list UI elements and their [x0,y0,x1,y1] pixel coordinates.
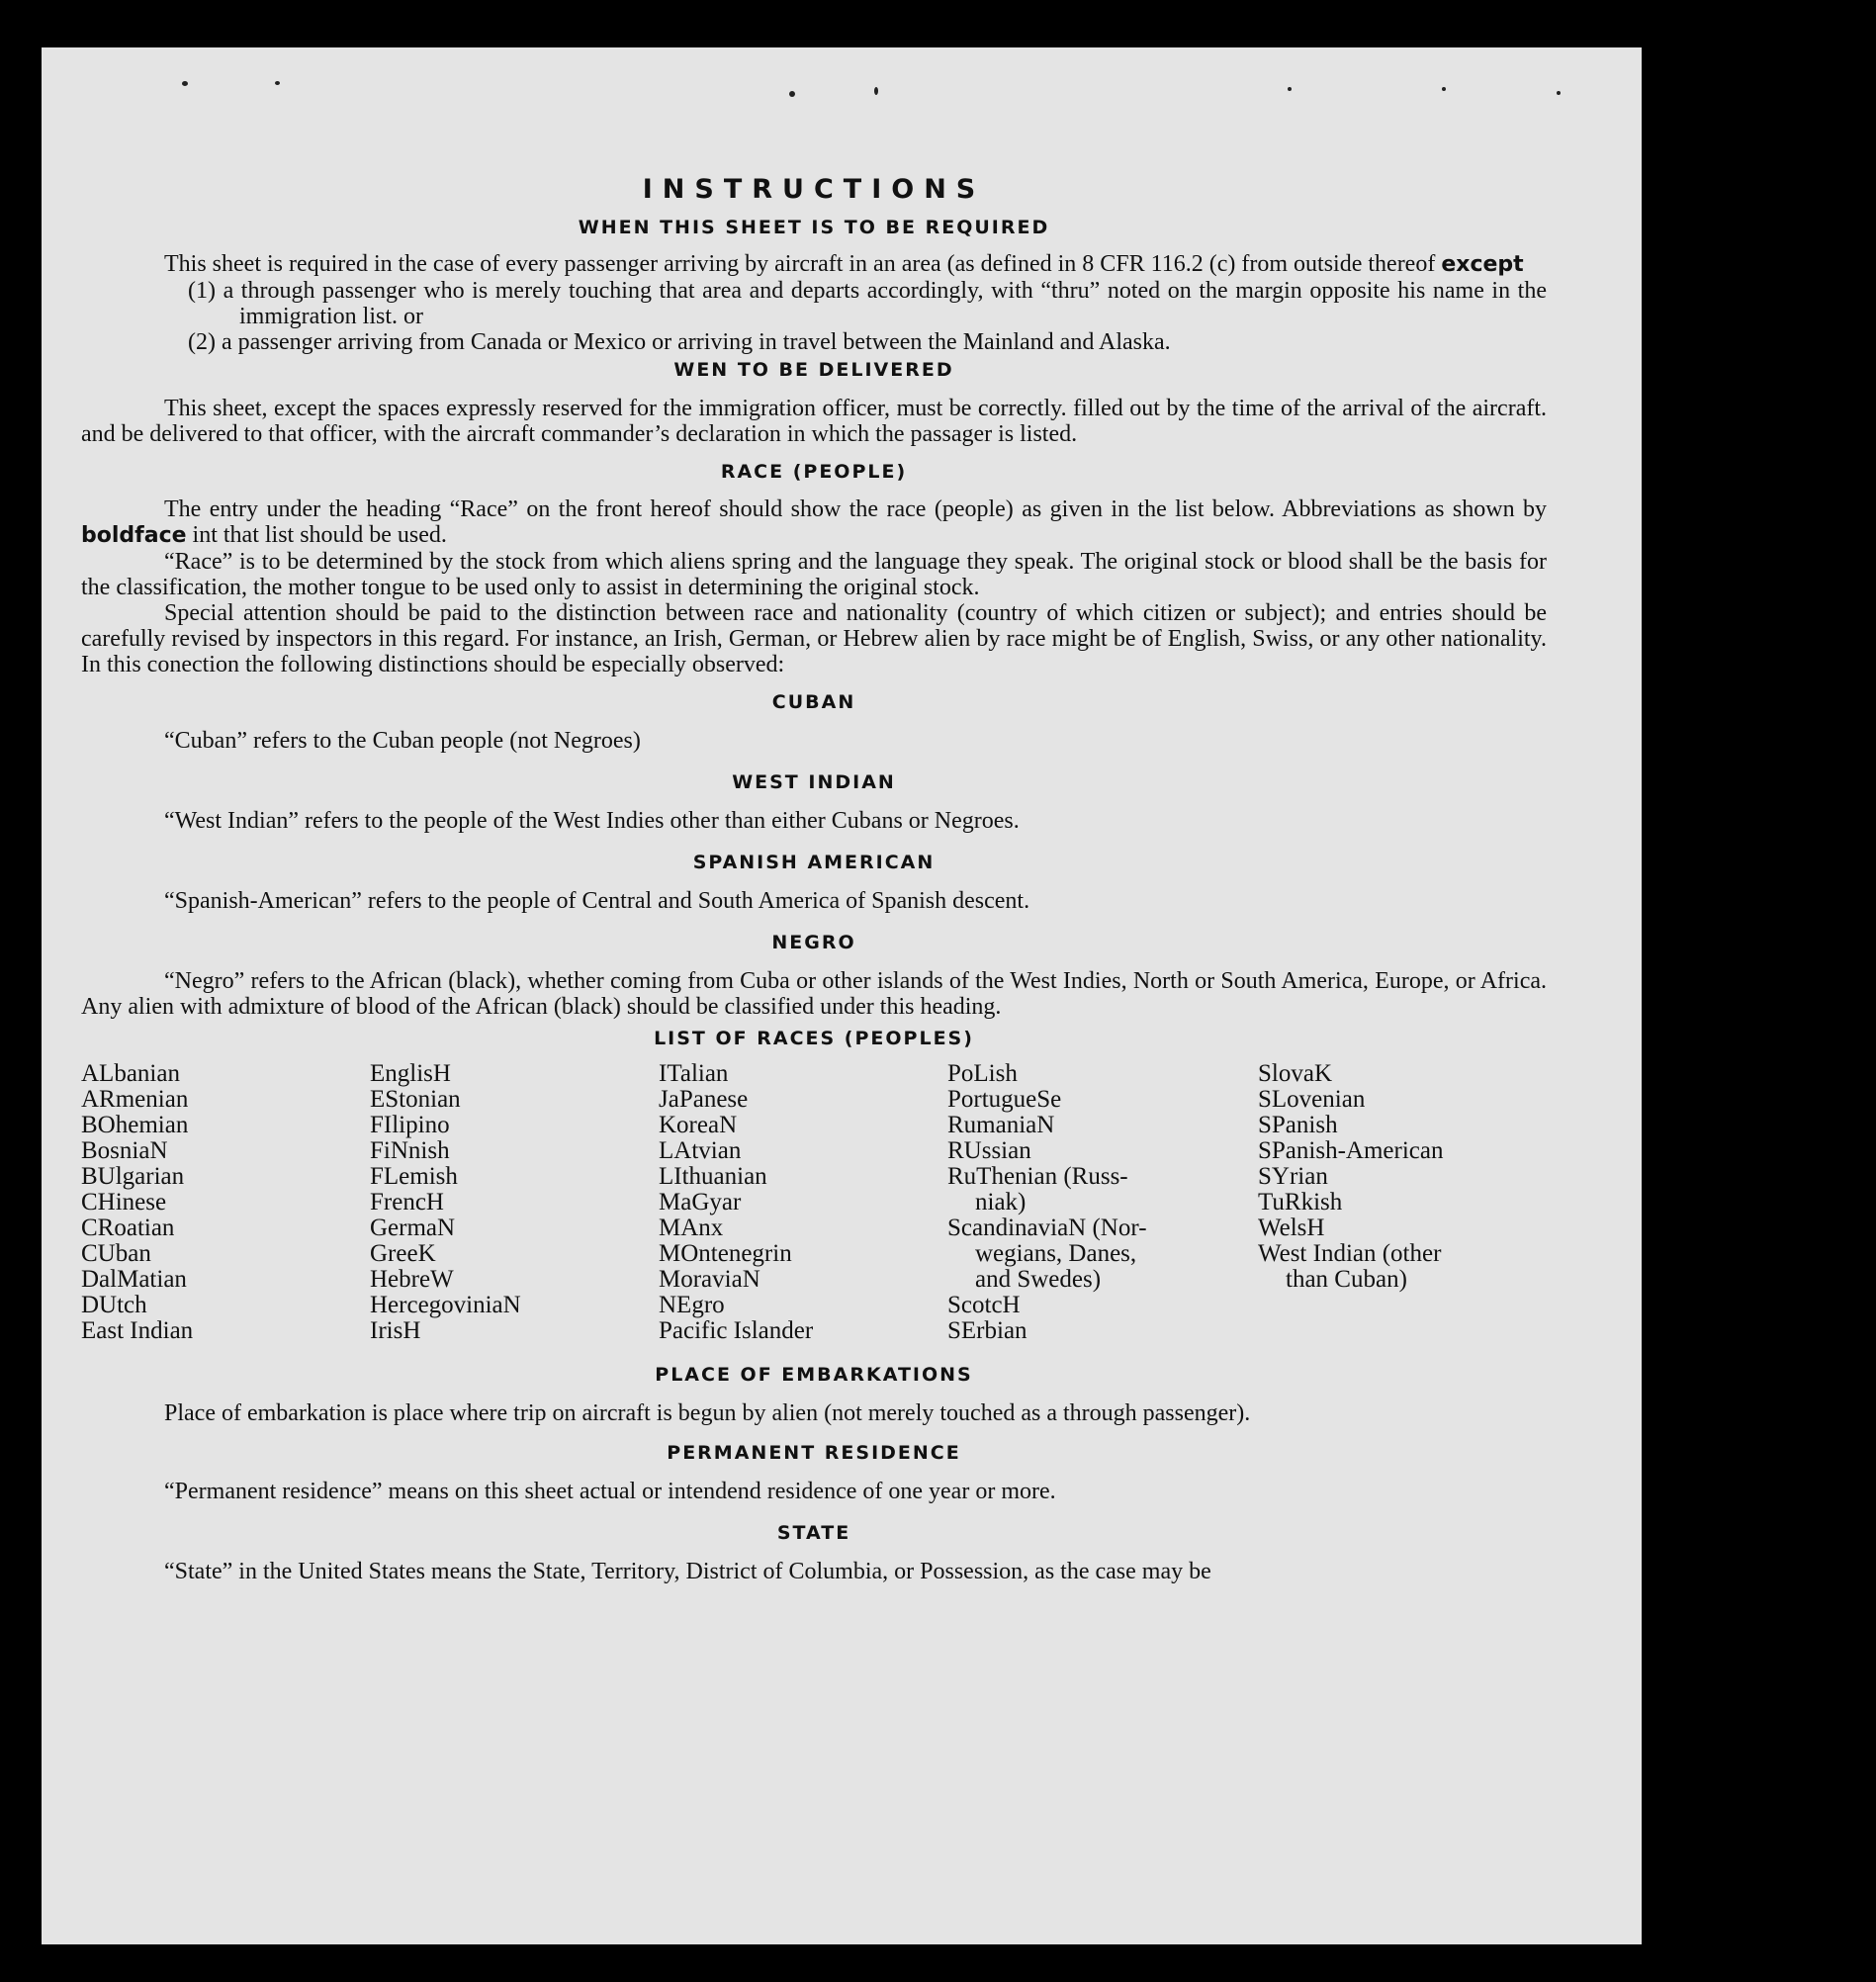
west-indian-paragraph: “West Indian” refers to the people of the West Indies other than either Cubans or Negroes. [164,807,1020,834]
race-item: RUssian [947,1137,1031,1165]
speck [789,91,795,97]
race-item: East Indian [81,1317,194,1345]
speck [182,81,188,86]
boldface-word: boldface [81,523,187,549]
race-item: MaGyar [659,1189,742,1216]
spanish-american-paragraph: “Spanish-American” refers to the people of Central and South America of Spanish descent. [164,887,1030,914]
race-item: ScotcH [947,1292,1021,1319]
delivery-paragraph: This sheet, except the spaces expressly reserved for the immigration officer, must be correctly. filled out by the time of the arrival of the aircraft. and be delivered to that officer, with the aircraft commander’s declaration in which the passager is listed. [81,395,1547,447]
heading-permanent-residence: PERMANENT RESIDENCE [667,1442,961,1465]
race-item: FLemish [370,1163,458,1191]
race-item: BosniaN [81,1137,168,1165]
heading-west-indian: WEST INDIAN [732,771,896,794]
race-item: WelsH [1258,1215,1325,1242]
race-item: NEgro [659,1292,725,1319]
race-item: BUlgarian [81,1163,185,1191]
race-column-2 [370,1061,659,1344]
instructions-content [81,174,1547,1584]
race-item: MAnx [659,1215,724,1242]
race-item: TuRkish [1258,1189,1343,1216]
race-item: MoraviaN [659,1266,760,1294]
race-column-5 [1258,1061,1535,1344]
race-p1-text: The entry under the heading “Race” on the front hereof should show the race (people) as given in the list below. Abbreviations as shown by [164,496,1547,523]
race-item: PortugueSe [947,1086,1062,1114]
race-item: FiNnish [370,1137,450,1165]
race-item: DalMatian [81,1266,187,1294]
race-column-3 [659,1061,947,1344]
race-item: DUtch [81,1292,147,1319]
speck [1442,87,1446,91]
permanent-residence-paragraph: “Permanent residence” means on this sheet actual or intendend residence of one year or more. [164,1478,1056,1504]
speck [874,87,878,95]
race-item: LIthuanian [659,1163,767,1191]
race-item: HercegoviniaN [370,1292,521,1319]
race-column-1 [81,1061,370,1344]
race-item: RumaniaN [947,1112,1055,1139]
race-item: SlovaK [1258,1060,1332,1088]
heading-cuban: CUBAN [771,691,856,714]
race-item: FrencH [370,1189,444,1216]
race-item: and Swedes) [975,1266,1102,1294]
race-item: West Indian (other [1258,1240,1442,1268]
required-intro: This sheet is required in the case of every passenger arriving by aircraft in an area (as defined in 8 CFR 116.2 (c) from outside thereof [164,250,1436,277]
negro-paragraph: “Negro” refers to the African (black), whether coming from Cuba or other islands of the West Indies, North or South America, Europe, or Africa. Any alien with admixture of blood of the African (black) should be classified under this heading. [81,967,1547,1020]
state-paragraph: “State” in the United States means the State, Territory, District of Columbia, or Possession, as the case may be [164,1558,1211,1584]
race-item: GreeK [370,1240,436,1268]
race-item: ARmenian [81,1086,189,1114]
race-item: GermaN [370,1215,456,1242]
race-item: CRoatian [81,1215,175,1242]
race-item: SYrian [1258,1163,1328,1191]
race-item: MOntenegrin [659,1240,792,1268]
document-page [42,47,1642,1944]
clause-2: (2) a passenger arriving from Canada or Mexico or arriving in travel between the Mainland and Alaska. [188,328,1171,355]
race-item: SLovenian [1258,1086,1366,1114]
race-item: EStonian [370,1086,461,1114]
race-paragraph-1 [81,496,1547,549]
required-paragraph [81,251,1547,278]
except-bold: except [1441,251,1524,277]
heading-spanish-american: SPANISH AMERICAN [692,851,936,873]
race-paragraph-2: “Race” is to be determined by the stock from which aliens spring and the language they speak. The original stock or blood shall be the basis for the classification, the mother tongue to be used only to assist in determining the original stock. [81,549,1547,601]
speck [1557,91,1561,95]
race-item: KoreaN [659,1112,738,1139]
heading-when-delivered: WEN TO BE DELIVERED [673,358,954,381]
race-list [81,1061,1547,1344]
race-item: SPanish [1258,1112,1338,1139]
speck [275,81,280,85]
speck [1288,87,1292,91]
heading-negro: NEGRO [771,931,856,953]
heading-list-of-races: LIST OF RACES (PEOPLES) [654,1027,974,1049]
race-item: CUban [81,1240,151,1268]
cuban-paragraph: “Cuban” refers to the Cuban people (not Negroes) [164,728,641,755]
race-column-4 [947,1061,1258,1344]
heading-embarkation: PLACE OF EMBARKATIONS [655,1364,973,1387]
clause-1: (1) a through passenger who is merely touching that area and departs accordingly, with “thru” noted on the margin opposite his name in the immigration list. or [188,277,1547,329]
race-item: SPanish-American [1258,1137,1444,1165]
race-item: ScandinaviaN (Nor- [947,1215,1147,1242]
race-item: JaPanese [659,1086,749,1114]
race-item: RuThenian (Russ- [947,1163,1128,1191]
race-item: SErbian [947,1317,1027,1345]
race-item: BOhemian [81,1112,189,1139]
race-item: LAtvian [659,1137,742,1165]
race-item: CHinese [81,1189,167,1216]
race-item: EnglisH [370,1060,451,1088]
embarkation-paragraph: Place of embarkation is place where trip on aircraft is begun by alien (not merely touched as a through passenger). [164,1400,1251,1427]
race-item: ALbanian [81,1060,180,1088]
race-item: ITalian [659,1060,729,1088]
race-item: wegians, Danes, [975,1240,1137,1268]
race-paragraph-3: Special attention should be paid to the distinction between race and nationality (country of which citizen or subject); and entries should be carefully revised by inspectors in this regard. For instance, an Irish, German, or Hebrew alien by race might be of English, Swiss, or any other nationality. In this conection the following distinctions should be especially observed: [81,600,1547,678]
race-item: than Cuban) [1286,1266,1407,1294]
heading-state: STATE [776,1521,851,1544]
heading-when-required: WHEN THIS SHEET IS TO BE REQUIRED [578,217,1050,238]
race-item: Pacific Islander [659,1317,814,1345]
page-title: INSTRUCTIONS [642,174,986,205]
race-item: niak) [975,1189,1027,1216]
race-item: FIlipino [370,1112,450,1139]
race-item: HebreW [370,1266,454,1294]
heading-race: RACE (PEOPLE) [720,460,908,483]
race-item: IrisH [370,1317,421,1345]
race-item: PoLish [947,1060,1018,1088]
race-p1-end: int that list should be used. [192,522,447,549]
